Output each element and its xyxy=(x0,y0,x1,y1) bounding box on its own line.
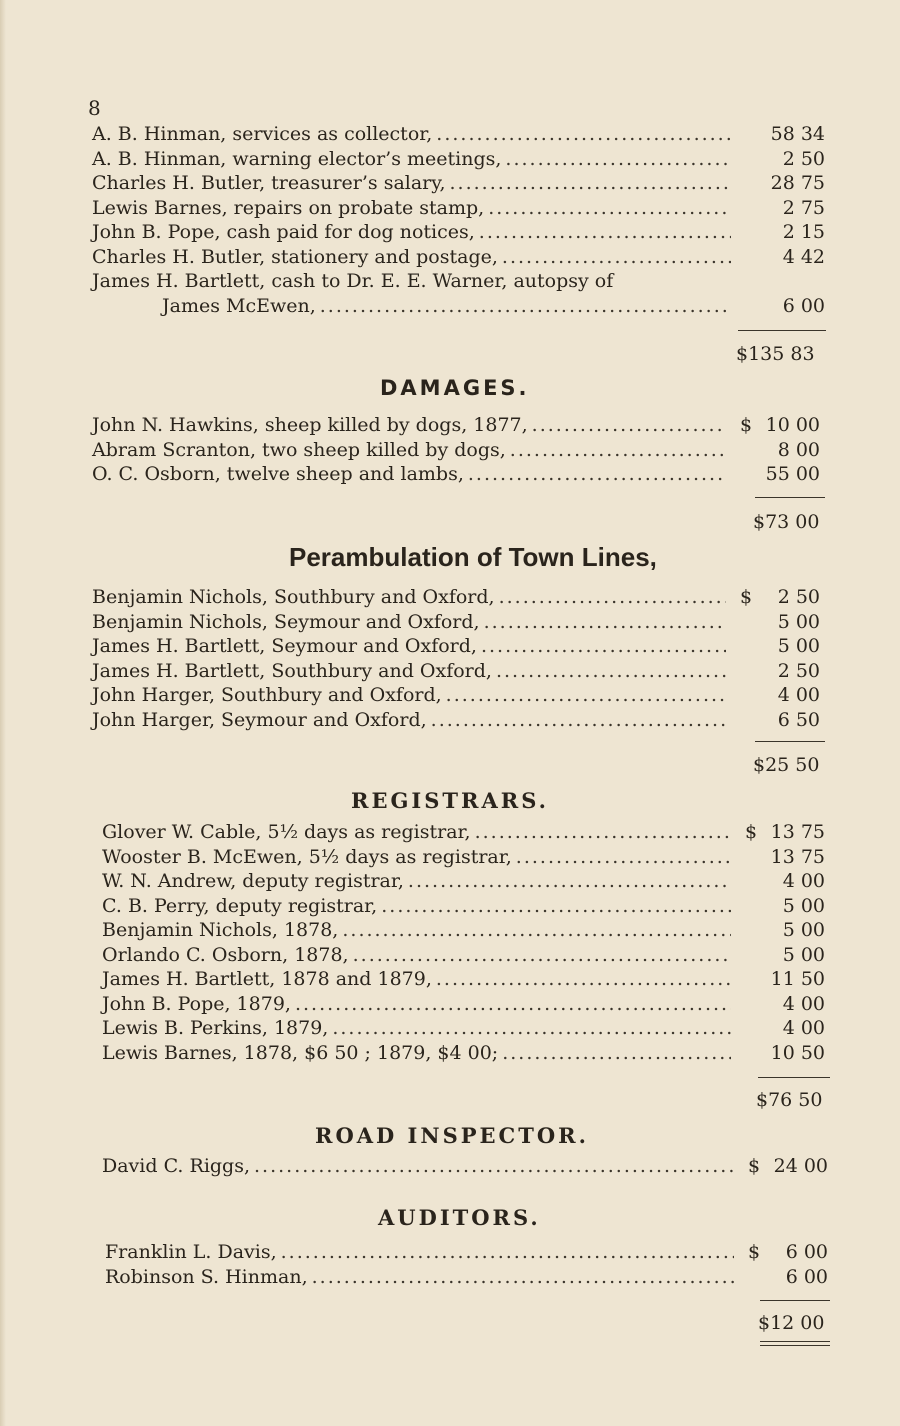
entry-label: W. N. Andrew, deputy registrar, xyxy=(102,870,404,892)
currency-sign: $ xyxy=(748,1241,761,1263)
registrars-row xyxy=(102,992,735,1016)
leader-dots xyxy=(481,634,726,658)
amount-cents: 75 xyxy=(800,172,825,194)
entry-amount xyxy=(748,1265,828,1289)
entry-amount xyxy=(745,294,825,318)
amount-dollars: 5 xyxy=(777,610,790,633)
amount-cents: 50 xyxy=(795,586,820,608)
amount-cents: 00 xyxy=(795,414,820,436)
leader-dots xyxy=(484,610,726,634)
leader-dots xyxy=(320,294,731,318)
leader-dots xyxy=(446,683,726,707)
amount-dollars: 6 xyxy=(785,1265,798,1288)
top-item-row xyxy=(92,171,735,195)
entry-amount xyxy=(745,147,825,171)
amount-dollars: 55 xyxy=(765,463,790,485)
amount-dollars: 28 xyxy=(770,172,795,194)
amount-dollars: 13 xyxy=(770,845,795,868)
registrars-row xyxy=(102,1041,735,1065)
leader-dots xyxy=(353,943,731,967)
amount-cents: 00 xyxy=(800,992,825,1015)
section-heading-damages: DAMAGES. xyxy=(380,376,530,400)
entry-label: Lewis Barnes, 1878, $6 50 ; 1879, $4 00; xyxy=(102,1041,499,1064)
amount-dollars: 4 xyxy=(782,870,795,892)
entry-label: C. B. Perry, deputy registrar, xyxy=(102,894,378,917)
section-heading-registrars: REGISTRARS. xyxy=(351,788,549,813)
amount-dollars: 4 xyxy=(782,1017,795,1039)
amount-cents: 00 xyxy=(795,610,820,633)
amount-cents: 75 xyxy=(800,821,825,843)
registrars-total: $76 50 xyxy=(756,1089,823,1111)
amount-dollars: 5 xyxy=(782,943,795,966)
entry-label: John B. Pope, cash paid for dog notices, xyxy=(92,221,475,243)
registrars-row xyxy=(102,820,735,844)
leader-dots xyxy=(254,1154,734,1178)
amount-dollars: 58 xyxy=(770,123,795,145)
entry-amount xyxy=(740,413,820,437)
amount-cents: 50 xyxy=(795,708,820,731)
total-rule xyxy=(738,330,826,331)
leader-dots xyxy=(496,659,726,683)
leader-dots xyxy=(468,462,726,486)
registrars-row xyxy=(102,845,735,869)
perambulation-row xyxy=(92,683,730,707)
entry-amount xyxy=(745,196,825,220)
top-multiline-second xyxy=(162,294,735,318)
perambulation-row xyxy=(92,659,730,683)
auditors-row xyxy=(105,1240,738,1264)
amount-dollars: 2 xyxy=(782,196,795,219)
amount-dollars: 2 xyxy=(777,659,790,682)
amount-cents: 15 xyxy=(800,221,825,243)
entry-label: A. B. Hinman, warning elector’s meetings, xyxy=(92,147,502,170)
top-item-row xyxy=(92,220,735,244)
amount-cents: 00 xyxy=(795,438,820,461)
leader-dots xyxy=(332,1016,731,1040)
perambulation-row xyxy=(92,585,730,609)
entry-label: Robinson S. Hinman, xyxy=(105,1265,308,1288)
leader-dots xyxy=(295,992,731,1016)
entry-label: James H. Bartlett, 1878 and 1879, xyxy=(102,968,432,990)
amount-cents: 00 xyxy=(795,463,820,485)
amount-cents: 42 xyxy=(800,245,825,268)
leader-dots xyxy=(479,220,731,244)
perambulation-row xyxy=(92,708,730,732)
entry-label: John Harger, Southbury and Oxford, xyxy=(92,684,442,706)
total-rule xyxy=(755,741,825,742)
leader-dots xyxy=(475,820,731,844)
entry-amount xyxy=(740,438,820,462)
entry-label: Charles H. Butler, stationery and postage, xyxy=(92,245,498,268)
amount-dollars: 10 xyxy=(765,414,790,436)
top-item-row xyxy=(92,147,735,171)
amount-cents: 50 xyxy=(800,1041,825,1064)
registrars-row xyxy=(102,894,735,918)
leader-dots xyxy=(488,196,731,220)
entry-amount xyxy=(745,820,825,844)
leader-dots xyxy=(312,1265,734,1289)
entry-amount xyxy=(745,967,825,991)
section-heading-perambulation: Perambulation of Town Lines, xyxy=(289,542,657,572)
entry-label: Benjamin Nichols, Southbury and Oxford, xyxy=(92,586,495,608)
entry-label: Glover W. Cable, 5½ days as registrar, xyxy=(102,821,471,843)
entry-label: Lewis B. Perkins, 1879, xyxy=(102,1017,329,1039)
damages-total: $73 00 xyxy=(753,511,820,533)
amount-dollars: 11 xyxy=(770,968,795,990)
entry-amount xyxy=(745,245,825,269)
amount-dollars: 8 xyxy=(777,438,790,461)
perambulation-total: $25 50 xyxy=(753,754,820,776)
amount-cents: 00 xyxy=(800,870,825,892)
leader-dots xyxy=(505,147,731,171)
leader-dots xyxy=(450,171,731,195)
entry-amount xyxy=(740,585,820,609)
amount-cents: 50 xyxy=(800,968,825,990)
entry-amount xyxy=(740,659,820,683)
entry-label: James H. Bartlett, Southbury and Oxford, xyxy=(92,659,492,682)
amount-dollars: 2 xyxy=(777,586,790,608)
registrars-row xyxy=(102,967,735,991)
registrars-row xyxy=(102,918,735,942)
leader-dots xyxy=(381,894,731,918)
amount-cents: 00 xyxy=(803,1241,828,1263)
leader-dots xyxy=(516,845,731,869)
entry-amount xyxy=(745,918,825,942)
registrars-row xyxy=(102,1016,735,1040)
total-rule xyxy=(755,497,825,498)
entry-amount xyxy=(745,845,825,869)
entry-label: James H. Bartlett, Seymour and Oxford, xyxy=(92,635,477,657)
top-total: $135 83 xyxy=(736,343,815,365)
entry-label: Orlando C. Osborn, 1878, xyxy=(102,943,349,966)
entry-label: Wooster B. McEwen, 5½ days as registrar, xyxy=(102,845,512,868)
amount-cents: 50 xyxy=(800,147,825,170)
entry-label: John Harger, Seymour and Oxford, xyxy=(92,708,427,731)
amount-cents: 50 xyxy=(795,659,820,682)
entry-label: James McEwen, xyxy=(162,295,316,317)
entry-amount xyxy=(745,992,825,1016)
entry-label: John B. Pope, 1879, xyxy=(102,992,291,1015)
currency-sign: $ xyxy=(740,414,753,436)
double-rule xyxy=(760,1345,830,1346)
leader-dots xyxy=(408,869,731,893)
entry-amount xyxy=(740,708,820,732)
registrars-row xyxy=(102,943,735,967)
amount-dollars: 4 xyxy=(777,684,790,706)
page-number: 8 xyxy=(88,96,101,120)
entry-amount xyxy=(745,1041,825,1065)
auditors-row xyxy=(105,1265,738,1289)
total-rule xyxy=(758,1077,830,1078)
damages-row xyxy=(92,462,730,486)
amount-cents: 00 xyxy=(795,684,820,706)
entry-label: John N. Hawkins, sheep killed by dogs, 1877, xyxy=(92,414,528,436)
entry-amount xyxy=(745,943,825,967)
leader-dots xyxy=(502,245,731,269)
entry-label: Franklin L. Davis, xyxy=(105,1241,277,1263)
amount-cents: 34 xyxy=(800,123,825,145)
entry-amount xyxy=(740,634,820,658)
amount-dollars: 5 xyxy=(777,635,790,657)
currency-sign: $ xyxy=(740,586,753,608)
top-item-row xyxy=(92,196,735,220)
currency-sign: $ xyxy=(745,821,758,843)
top-item-row xyxy=(92,245,735,269)
amount-cents: 00 xyxy=(800,894,825,917)
entry-label: Benjamin Nichols, Seymour and Oxford, xyxy=(92,610,480,633)
amount-cents: 00 xyxy=(800,943,825,966)
double-rule xyxy=(760,1341,830,1342)
entry-amount xyxy=(745,1016,825,1040)
damages-row xyxy=(92,413,730,437)
leader-dots xyxy=(281,1240,734,1264)
top-item-row xyxy=(92,122,735,146)
entry-label: Abram Scranton, two sheep killed by dogs, xyxy=(92,438,506,461)
entry-amount xyxy=(748,1154,828,1178)
entry-label: Lewis Barnes, repairs on probate stamp, xyxy=(92,196,485,219)
amount-cents: 00 xyxy=(795,635,820,657)
amount-cents: 75 xyxy=(800,845,825,868)
amount-dollars: 6 xyxy=(785,1241,798,1263)
amount-dollars: 24 xyxy=(773,1155,798,1177)
currency-sign: $ xyxy=(748,1155,761,1177)
amount-dollars: 2 xyxy=(782,147,795,170)
page-edge xyxy=(0,0,6,1426)
leader-dots xyxy=(499,585,726,609)
total-rule xyxy=(760,1300,830,1301)
entry-amount xyxy=(745,894,825,918)
section-heading-auditors: AUDITORS. xyxy=(378,1205,541,1230)
amount-dollars: 6 xyxy=(777,708,790,731)
amount-dollars: 5 xyxy=(782,919,795,941)
entry-amount xyxy=(740,462,820,486)
amount-cents: 00 xyxy=(800,295,825,317)
entry-label: Charles H. Butler, treasurer’s salary, xyxy=(92,172,446,194)
road-inspector-row xyxy=(102,1154,738,1178)
entry-amount xyxy=(745,220,825,244)
amount-dollars: 10 xyxy=(770,1041,795,1064)
entry-amount xyxy=(740,610,820,634)
top-multiline-first: James H. Bartlett, cash to Dr. E. E. Warner, autopsy of xyxy=(92,270,614,292)
perambulation-row xyxy=(92,610,730,634)
amount-cents: 00 xyxy=(803,1265,828,1288)
entry-amount xyxy=(740,683,820,707)
amount-dollars: 4 xyxy=(782,245,795,268)
leader-dots xyxy=(342,918,731,942)
leader-dots xyxy=(436,967,731,991)
amount-cents: 75 xyxy=(800,196,825,219)
entry-amount xyxy=(745,171,825,195)
amount-cents: 00 xyxy=(800,1017,825,1039)
amount-dollars: 6 xyxy=(782,295,795,317)
leader-dots xyxy=(431,708,726,732)
auditors-total: $12 00 xyxy=(758,1312,825,1334)
entry-label: O. C. Osborn, twelve sheep and lambs, xyxy=(92,463,464,485)
registrars-row xyxy=(102,869,735,893)
amount-dollars: 4 xyxy=(782,992,795,1015)
leader-dots xyxy=(532,413,726,437)
amount-dollars: 5 xyxy=(782,894,795,917)
entry-amount xyxy=(745,122,825,146)
section-heading-road-inspector: ROAD INSPECTOR. xyxy=(315,1123,589,1148)
amount-dollars: 2 xyxy=(782,221,795,243)
entry-label: Benjamin Nichols, 1878, xyxy=(102,919,339,941)
amount-cents: 00 xyxy=(800,919,825,941)
amount-dollars: 13 xyxy=(770,821,795,843)
entry-label: A. B. Hinman, services as collector, xyxy=(92,123,433,145)
leader-dots xyxy=(502,1041,731,1065)
perambulation-row xyxy=(92,634,730,658)
damages-row xyxy=(92,438,730,462)
entry-amount xyxy=(748,1240,828,1264)
leader-dots xyxy=(510,438,726,462)
entry-amount xyxy=(745,869,825,893)
leader-dots xyxy=(436,122,731,146)
amount-cents: 00 xyxy=(803,1155,828,1177)
entry-label: David C. Riggs, xyxy=(102,1155,251,1177)
